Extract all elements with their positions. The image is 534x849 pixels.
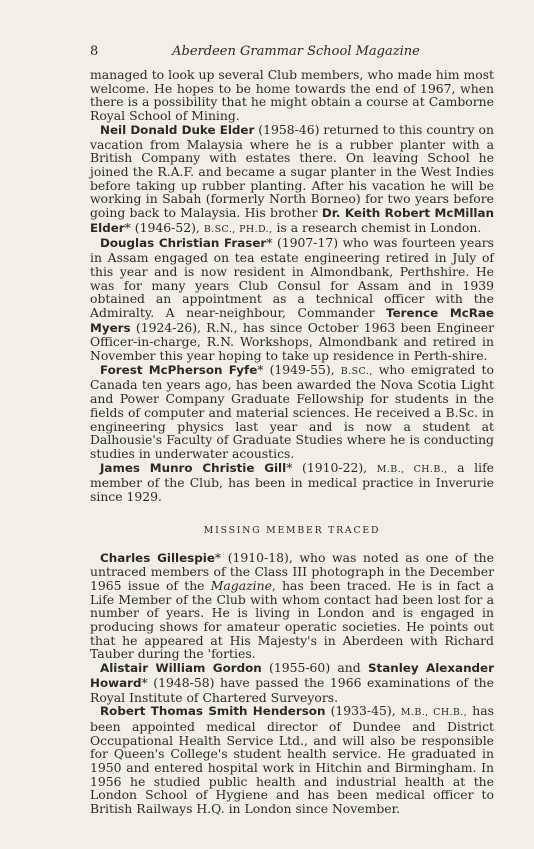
entry-text: who emigrated to Canada ten years ago, has been awarded the Nova Scotia Light and Power Company Graduate Fellowship for students in the fields of computer and material sciences. He received a B.Sc. in engineering physics last year and is now a student at Dalhousie's Faculty of Graduate Studies where he is conducting studies in underwater acoustics. xyxy=(90,361,494,461)
member-name: Douglas Christian Fraser xyxy=(100,236,267,251)
entry-text: * (1907-17) who was fourteen years in Assam engaged on tea estate engineering retired in July of this year and is now resident in Almondbank, Perthshire. He was for many years Club Consul for Assam and in 1939 obtained an appointment as a technical officer with the Admiralty. A near-neighbour, Commander xyxy=(90,235,494,320)
member-name: Terence McRae Myers xyxy=(90,305,494,335)
entry-henderson xyxy=(90,704,494,816)
member-name: Alistair William Gordon xyxy=(100,661,262,676)
member-name: Neil Donald Duke Elder xyxy=(100,122,255,137)
entry-gill xyxy=(90,461,494,504)
entry-text: * (1948-58) have passed the 1966 examinations of the Royal Institute of Chartered Surveyors. xyxy=(90,674,494,705)
member-name: Stanley Alexander Howard xyxy=(90,661,494,690)
entry-text: a life member of the Club, has been in medical practice in Inverurie since 1929. xyxy=(90,459,495,505)
entry-text: (1955-60) and xyxy=(261,660,368,676)
entry-text: (1958-46) returned to this country on vacation from Malaysia where he is a rubber planter with a British Company with estates there. On leaving School he joined the R.A.F. and became a sugar planter in the West Indies before taking up rubber planting. After his vacation he will be working in Sabah (formerly North Borneo) for two years before going back to Malaysia. His brother xyxy=(90,121,494,221)
entry-fyfe xyxy=(90,363,494,461)
entry-text: * (1946-52), xyxy=(124,219,204,235)
entry-elder xyxy=(90,123,494,237)
degree: B.SC., PH.D., xyxy=(203,223,273,235)
member-name: Charles Gillespie xyxy=(100,550,215,565)
page-number: 8 xyxy=(90,44,99,59)
entry-text: * (1949-55), xyxy=(257,361,341,377)
entry-text: (1924-26), R.N., has since October 1963 been Engineer Officer-in-charge, R.N. Workshops, Almondbank and retired in November this year hoping to take up residence in Perth-shire. xyxy=(90,319,494,364)
entry-gillespie xyxy=(90,551,494,662)
entry-fraser xyxy=(90,236,494,362)
degree: B.SC., xyxy=(340,365,373,377)
member-name: Robert Thomas Smith Henderson xyxy=(100,704,326,719)
entry-text: is a research chemist in London. xyxy=(272,219,482,235)
entry-text: , has been traced. He is in fact a Life Member of the Club with whom contact had been lost for a number of years. He is living in London and is engaged in producing shows for amateur operatic societies. He points out that he appeared at His Majesty's in Aberdeen with Richard Tauber during the 'forties. xyxy=(90,577,494,662)
article-body xyxy=(90,68,494,816)
paragraph-continued: managed to look up several Club members, who made him most welcome. He hopes to be home towards the end of 1967, when there is a possibility that he might obtain a course at Camborne Royal School of Mining. xyxy=(90,67,494,124)
member-name: Forest McPherson Fyfe xyxy=(100,362,258,377)
degree: M.B., CH.B., xyxy=(376,463,448,475)
member-name: Dr. Keith Robert McMillan Elder xyxy=(90,206,494,235)
entry-text: * (1910-22), xyxy=(286,459,377,475)
entry-gordon-howard xyxy=(90,661,494,704)
degree: M.B., CH.B., xyxy=(400,707,468,719)
page-header xyxy=(90,44,490,62)
entry-text: has been appointed medical director of Dundee and District Occupational Health Service Ltd., and will also be responsible for Queen's College's student health service. He graduated in 1950 and entered hospital work in Hitchin and Birmingham. In 1956 he studied public health and industrial health at the London School of Hygiene and has been medical officer to British Railways H.Q. in London since November. xyxy=(90,703,494,817)
magazine-title: Magazine xyxy=(210,577,272,593)
running-title: Aberdeen Grammar School Magazine xyxy=(172,44,420,59)
member-name: James Munro Christie Gill xyxy=(100,460,287,475)
section-heading: MISSING MEMBER TRACED xyxy=(203,524,381,536)
entry-text: (1933-45), xyxy=(325,703,401,719)
entry-text: * (1910-18), who was noted as one of the untraced members of the Class III photograph in the December 1965 issue of the xyxy=(90,549,494,593)
